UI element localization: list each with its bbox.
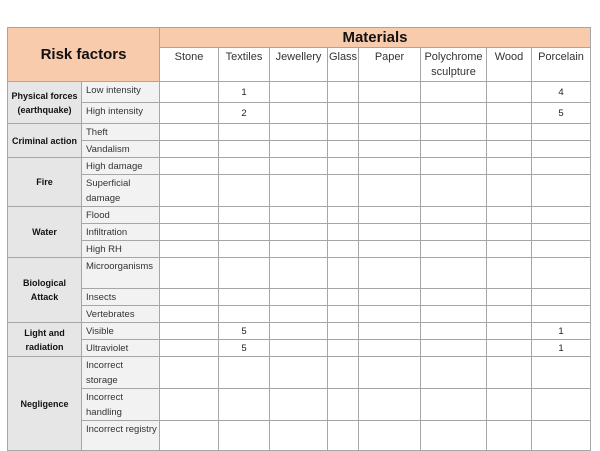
risk-value-cell <box>219 141 270 158</box>
risk-value-cell <box>328 340 359 357</box>
risk-value-cell <box>487 124 532 141</box>
risk-value-cell <box>421 103 487 124</box>
table-row <box>8 124 591 141</box>
table-row <box>8 158 591 175</box>
risk-value-cell <box>421 124 487 141</box>
risk-value-cell <box>359 103 421 124</box>
risk-value-cell <box>328 306 359 323</box>
risk-value-cell <box>487 175 532 207</box>
risk-value-cell <box>219 258 270 289</box>
risk-value-cell <box>421 306 487 323</box>
risk-value-cell <box>421 289 487 306</box>
table-row <box>8 323 591 340</box>
risk-value-cell <box>270 389 328 421</box>
risk-value-cell <box>328 82 359 103</box>
risk-value-cell <box>421 82 487 103</box>
risk-value-cell <box>487 207 532 224</box>
risk-value-cell <box>421 158 487 175</box>
risk-factor: Theft <box>82 124 160 141</box>
risk-factor: High intensity <box>82 103 160 124</box>
risk-value-cell <box>487 141 532 158</box>
risk-value-cell <box>328 224 359 241</box>
risk-value-cell <box>359 421 421 451</box>
risk-value-cell <box>219 175 270 207</box>
risk-value-cell <box>421 421 487 451</box>
risk-value-cell <box>160 357 219 389</box>
table-row <box>8 389 591 421</box>
risk-factor: Vertebrates <box>82 306 160 323</box>
risk-factor: Superficial damage <box>82 175 160 207</box>
risk-value-cell <box>270 306 328 323</box>
risk-value-cell <box>270 258 328 289</box>
table-row <box>8 175 591 207</box>
risk-value-cell <box>532 207 591 224</box>
risk-value-cell <box>328 141 359 158</box>
material-column-header: Jewellery <box>270 48 328 82</box>
risk-value-cell <box>359 158 421 175</box>
material-column-header: Stone <box>160 48 219 82</box>
risk-value-cell <box>359 224 421 241</box>
risk-value-cell <box>487 323 532 340</box>
risk-value-cell <box>532 306 591 323</box>
risk-factor: Incorrect storage <box>82 357 160 389</box>
risk-value-cell <box>328 289 359 306</box>
risk-value-cell <box>328 323 359 340</box>
risk-value-cell <box>160 389 219 421</box>
risk-value-cell <box>160 82 219 103</box>
material-column-header: Glass <box>328 48 359 82</box>
risk-value-cell <box>421 141 487 158</box>
risk-value-cell <box>270 82 328 103</box>
risk-value-cell: 1 <box>532 323 591 340</box>
risk-value-cell <box>532 258 591 289</box>
risk-value-cell <box>421 224 487 241</box>
risk-value-cell <box>270 289 328 306</box>
risk-value-cell <box>359 289 421 306</box>
risk-value-cell <box>328 103 359 124</box>
risk-value-cell <box>421 207 487 224</box>
risk-value-cell <box>270 241 328 258</box>
risk-value-cell <box>328 421 359 451</box>
table-row <box>8 224 591 241</box>
risk-value-cell <box>160 141 219 158</box>
risk-value-cell <box>270 340 328 357</box>
risk-value-cell: 5 <box>532 103 591 124</box>
risk-value-cell <box>487 357 532 389</box>
risk-value-cell <box>487 224 532 241</box>
risk-value-cell <box>160 224 219 241</box>
risk-matrix-container <box>7 27 591 451</box>
risk-value-cell <box>270 357 328 389</box>
risk-value-cell <box>219 389 270 421</box>
risk-value-cell <box>219 224 270 241</box>
risk-value-cell <box>328 258 359 289</box>
risk-factor: Microorganisms <box>82 258 160 289</box>
risk-value-cell <box>270 175 328 207</box>
risk-value-cell <box>160 158 219 175</box>
table-row <box>8 82 591 103</box>
risk-value-cell <box>487 340 532 357</box>
risk-value-cell <box>359 124 421 141</box>
risk-value-cell <box>160 207 219 224</box>
risk-value-cell <box>328 241 359 258</box>
risk-category: Light and radiation <box>8 323 82 357</box>
risk-value-cell <box>270 103 328 124</box>
risk-factor: Ultraviolet <box>82 340 160 357</box>
risk-value-cell <box>532 141 591 158</box>
risk-value-cell <box>532 357 591 389</box>
risk-category: Biological Attack <box>8 258 82 323</box>
risk-value-cell <box>328 158 359 175</box>
risk-value-cell <box>160 103 219 124</box>
risk-value-cell <box>359 207 421 224</box>
table-row <box>8 103 591 124</box>
risk-value-cell <box>359 141 421 158</box>
risk-factor: Low intensity <box>82 82 160 103</box>
table-row <box>8 340 591 357</box>
risk-value-cell <box>487 306 532 323</box>
risk-value-cell <box>421 323 487 340</box>
risk-value-cell <box>421 241 487 258</box>
risk-factor: Incorrect registry <box>82 421 160 451</box>
risk-value-cell <box>160 323 219 340</box>
table-row <box>8 289 591 306</box>
table-row <box>8 357 591 389</box>
risk-value-cell <box>487 389 532 421</box>
material-column-header: Polychrome sculpture <box>421 48 487 82</box>
risk-value-cell <box>160 289 219 306</box>
risk-value-cell <box>421 389 487 421</box>
risk-value-cell <box>328 124 359 141</box>
risk-value-cell <box>487 103 532 124</box>
risk-value-cell <box>359 357 421 389</box>
material-column-header: Paper <box>359 48 421 82</box>
risk-value-cell <box>270 141 328 158</box>
risk-value-cell <box>532 241 591 258</box>
risk-value-cell <box>487 421 532 451</box>
risk-factor: Incorrect handling <box>82 389 160 421</box>
materials-header: Materials <box>160 28 591 48</box>
risk-value-cell <box>532 421 591 451</box>
risk-value-cell <box>219 306 270 323</box>
risk-value-cell <box>219 421 270 451</box>
table-row <box>8 421 591 451</box>
material-column-header: Porcelain <box>532 48 591 82</box>
risk-factor: High damage <box>82 158 160 175</box>
risk-value-cell <box>487 241 532 258</box>
risk-value-cell: 5 <box>219 323 270 340</box>
risk-value-cell <box>219 289 270 306</box>
risk-factor: Insects <box>82 289 160 306</box>
risk-value-cell <box>270 323 328 340</box>
risk-value-cell <box>160 241 219 258</box>
risk-value-cell <box>359 241 421 258</box>
risk-value-cell: 4 <box>532 82 591 103</box>
risk-factor: Visible <box>82 323 160 340</box>
risk-value-cell <box>359 340 421 357</box>
risk-value-cell <box>160 306 219 323</box>
risk-value-cell <box>532 289 591 306</box>
risk-matrix-table <box>7 27 591 451</box>
table-row <box>8 207 591 224</box>
risk-value-cell <box>532 124 591 141</box>
risk-value-cell <box>270 421 328 451</box>
risk-value-cell <box>487 82 532 103</box>
risk-value-cell <box>532 175 591 207</box>
table-row <box>8 241 591 258</box>
risk-value-cell <box>328 175 359 207</box>
risk-value-cell <box>328 389 359 421</box>
risk-value-cell <box>487 258 532 289</box>
table-row <box>8 306 591 323</box>
risk-value-cell <box>421 175 487 207</box>
risk-value-cell <box>219 357 270 389</box>
risk-value-cell <box>270 224 328 241</box>
risk-value-cell <box>359 323 421 340</box>
material-column-header: Wood <box>487 48 532 82</box>
risk-value-cell <box>359 306 421 323</box>
risk-value-cell <box>487 289 532 306</box>
risk-factor: Flood <box>82 207 160 224</box>
risk-value-cell <box>219 158 270 175</box>
risk-factor: High RH <box>82 241 160 258</box>
risk-value-cell <box>359 389 421 421</box>
risk-category: Negligence <box>8 357 82 451</box>
risk-value-cell <box>487 158 532 175</box>
risk-value-cell <box>421 340 487 357</box>
risk-category: Criminal action <box>8 124 82 158</box>
risk-factor: Infiltration <box>82 224 160 241</box>
risk-value-cell: 5 <box>219 340 270 357</box>
risk-value-cell <box>328 207 359 224</box>
risk-value-cell <box>219 124 270 141</box>
risk-value-cell <box>160 421 219 451</box>
risk-value-cell <box>219 241 270 258</box>
risk-value-cell <box>359 258 421 289</box>
risk-value-cell <box>160 175 219 207</box>
risk-value-cell <box>160 124 219 141</box>
table-row <box>8 141 591 158</box>
risk-category: Physical forces (earthquake) <box>8 82 82 124</box>
risk-value-cell <box>270 158 328 175</box>
risk-factors-header: Risk factors <box>8 28 160 82</box>
risk-value-cell <box>328 357 359 389</box>
risk-value-cell: 1 <box>219 82 270 103</box>
risk-value-cell <box>270 124 328 141</box>
risk-value-cell <box>359 82 421 103</box>
risk-value-cell <box>532 158 591 175</box>
material-column-header: Textiles <box>219 48 270 82</box>
risk-factor: Vandalism <box>82 141 160 158</box>
risk-value-cell <box>421 357 487 389</box>
risk-value-cell <box>532 224 591 241</box>
risk-value-cell <box>270 207 328 224</box>
risk-value-cell <box>359 175 421 207</box>
risk-value-cell: 1 <box>532 340 591 357</box>
table-row <box>8 258 591 289</box>
risk-category: Water <box>8 207 82 258</box>
risk-category: Fire <box>8 158 82 207</box>
risk-value-cell <box>219 207 270 224</box>
risk-value-cell: 2 <box>219 103 270 124</box>
risk-value-cell <box>160 258 219 289</box>
risk-value-cell <box>421 258 487 289</box>
risk-value-cell <box>532 389 591 421</box>
risk-value-cell <box>160 340 219 357</box>
